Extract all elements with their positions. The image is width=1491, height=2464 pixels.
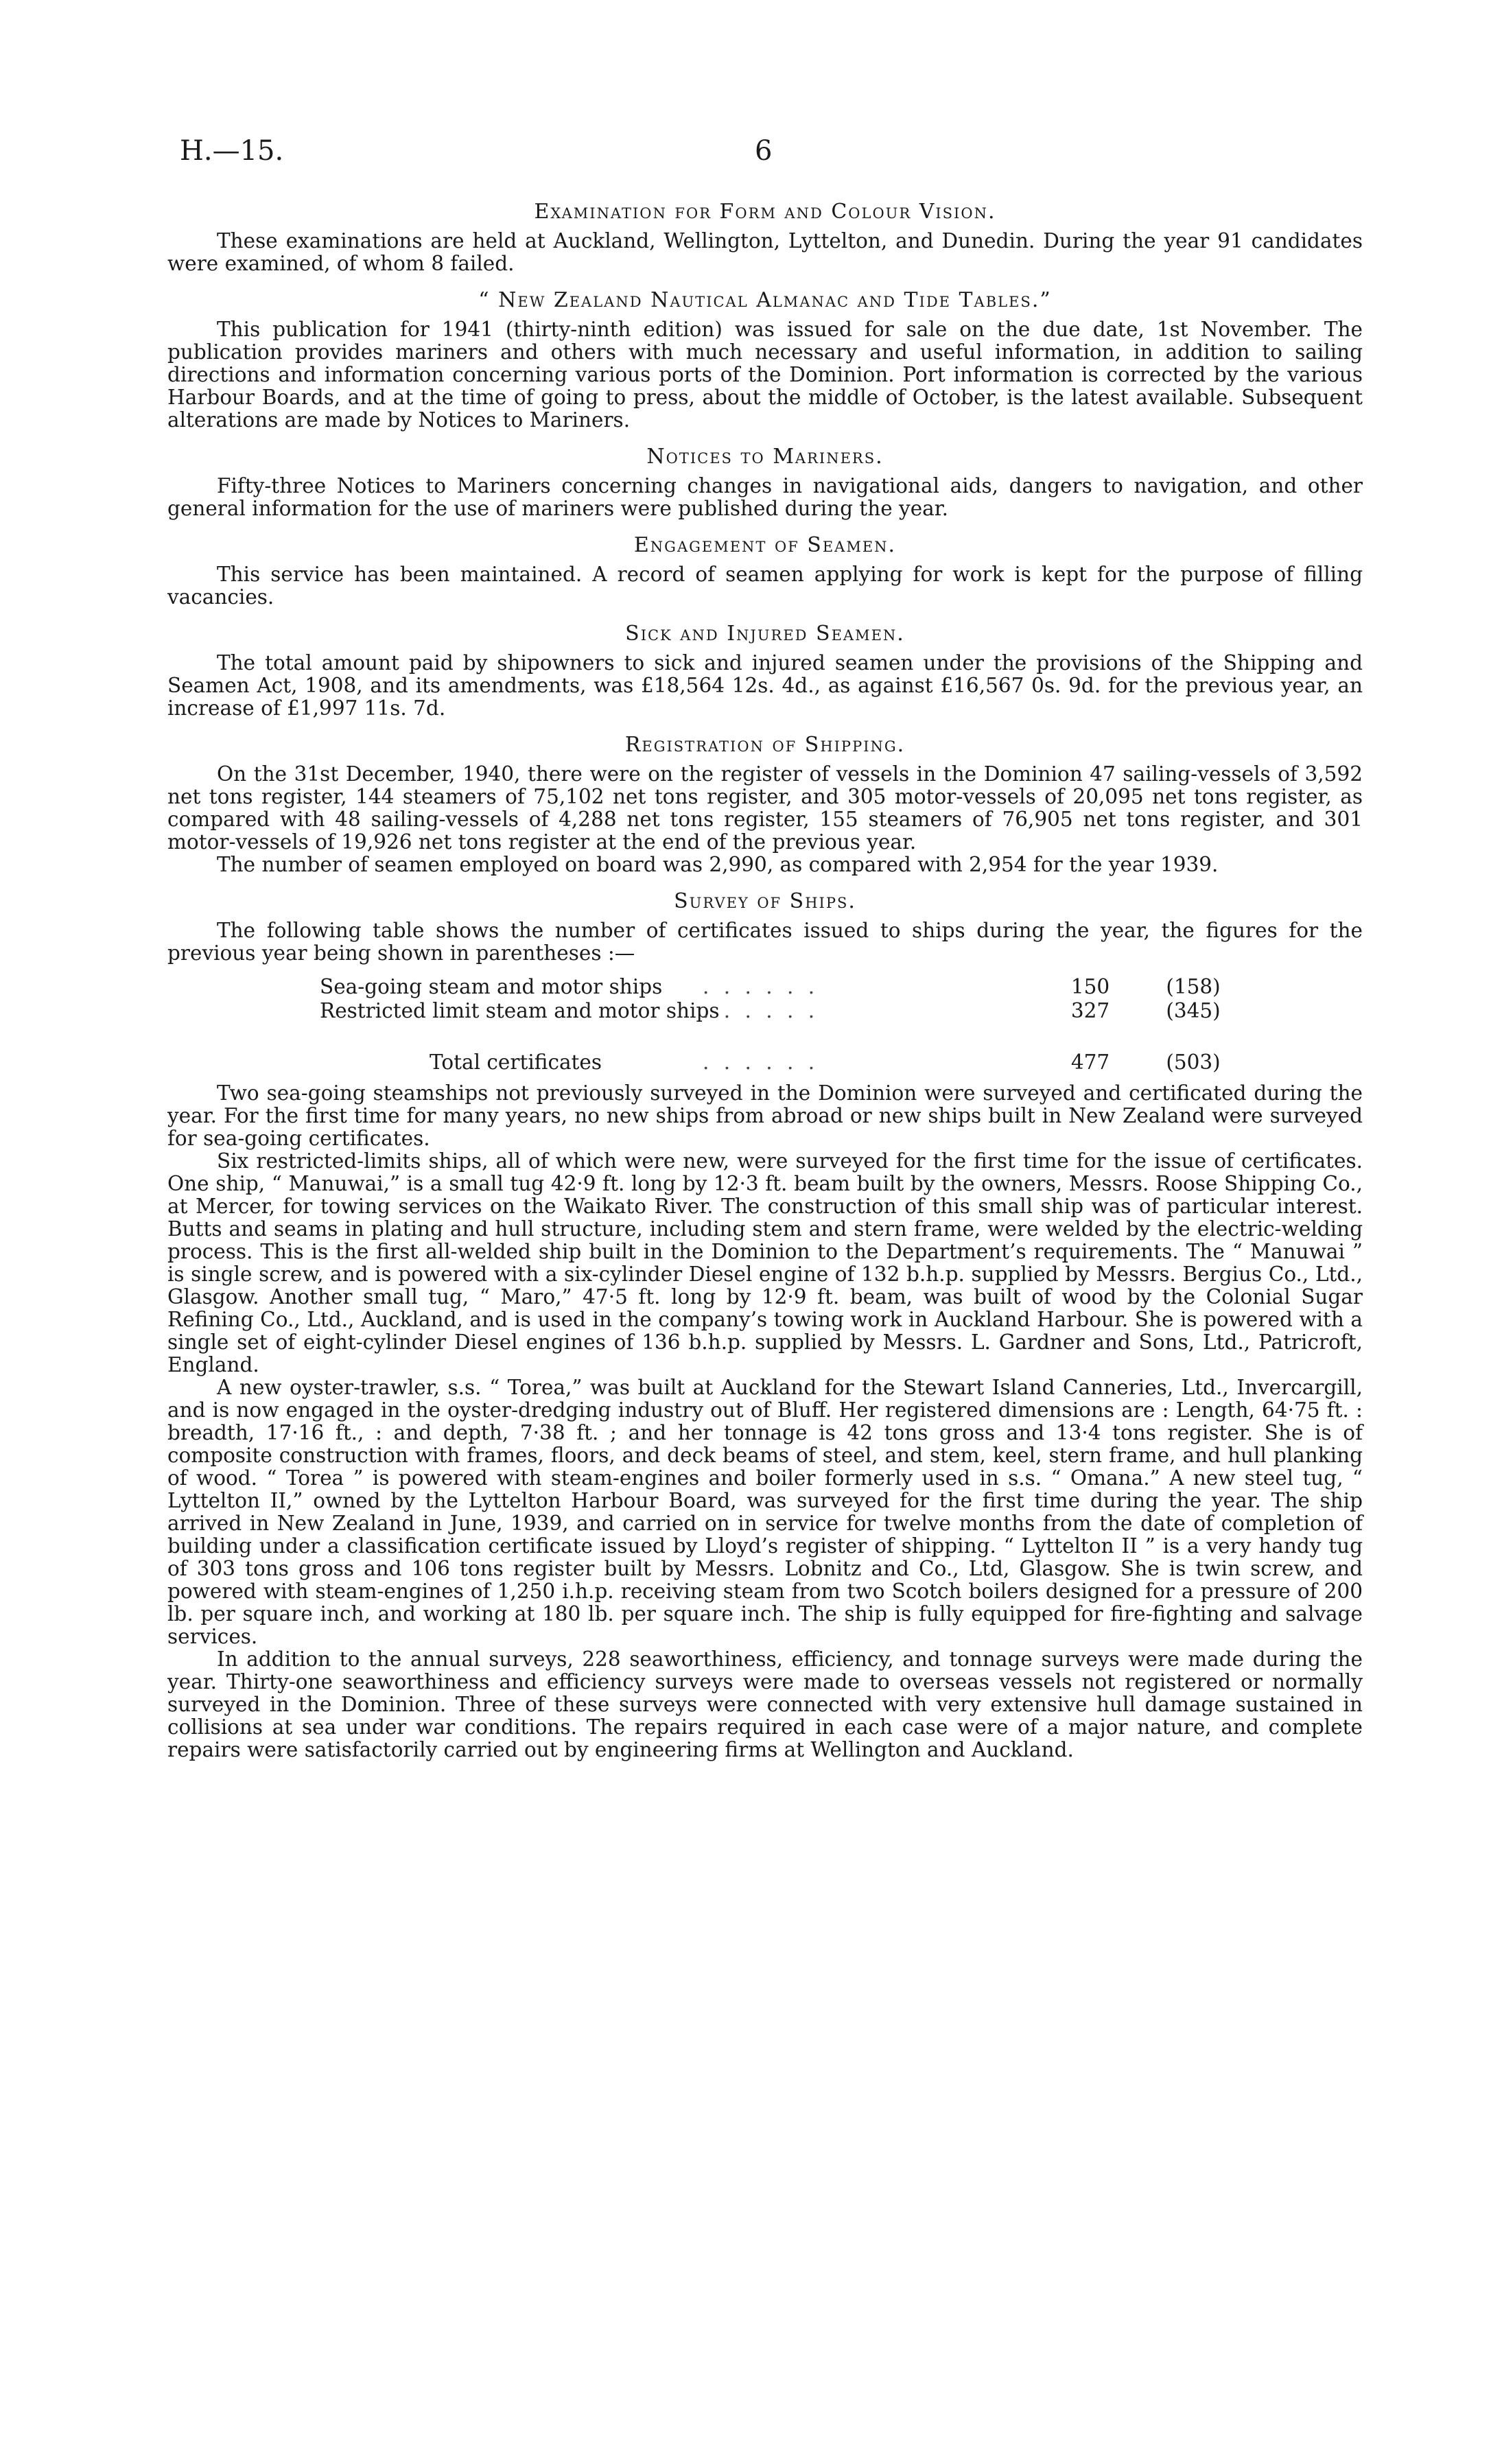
leader-dots: . . . . . . xyxy=(703,1051,819,1074)
current-year-value: 150 xyxy=(1070,975,1110,998)
previous-year-value: (158) xyxy=(1166,975,1221,998)
row-label: Restricted limit steam and motor ships xyxy=(320,999,720,1022)
section-title-colour-vision: Examination for Form and Colour Vision. xyxy=(534,200,996,224)
paragraph: The following table shows the number of certificates issued to ships during the year, the figures for the previous year being shown in parentheses :— xyxy=(167,919,1363,965)
row-label: Sea-going steam and motor ships xyxy=(320,975,663,998)
page-number: 6 xyxy=(755,135,773,167)
table-row xyxy=(167,1000,1363,1024)
section-title-notices-to-mariners: Notices to Mariners. xyxy=(646,445,884,469)
paragraph: These examinations are held at Auckland, Wellington, Lyttelton, and Dunedin. During the year 91 candidates were examined, of whom 8 failed. xyxy=(167,229,1363,275)
table-total-row xyxy=(167,1051,1363,1075)
paragraph: Fifty-three Notices to Mariners concerning changes in navigational aids, dangers to navigation, and other general information for the use of mariners were published during the year. xyxy=(167,474,1363,520)
section-title-engagement-of-seamen: Engagement of Seamen. xyxy=(633,533,897,557)
paragraph: This service has been maintained. A record of seamen applying for work is kept for the purpose of filling vacancies. xyxy=(167,563,1363,609)
section-title-sick-and-injured-seamen: Sick and Injured Seamen. xyxy=(625,622,905,646)
previous-year-value: (345) xyxy=(1166,999,1221,1022)
paragraph: On the 31st December, 1940, there were on the register of vessels in the Dominion 47 sailing-vessels of 3,592 net tons register, 144 steamers of 75,102 net tons register, and 305 motor-vessels of 20,095 net tons register, as compared with 48 sailing-vessels of 4,288 net tons register, 155 steamers of 76,905 net tons register, and 301 motor-vessels of 19,926 net tons register at the end of the previous year. xyxy=(167,762,1363,854)
total-label: Total certificates xyxy=(430,1051,602,1074)
page-header xyxy=(180,135,1374,176)
section-title-registration-of-shipping: Registration of Shipping. xyxy=(624,733,906,757)
leader-dots: . . . . . . xyxy=(703,999,819,1022)
paragraph: Six restricted-limits ships, all of which were new, were surveyed for the first time for the issue of certificates. One ship, “ Manuwai,” is a small tug 42·9 ft. long by 12·3 ft. beam built by the owners, Messrs. Roose Shipping Co., at Mercer, for towing services on the Waikato River. The construction of this small ship was of particular interest. Butts and seams in plating and hull structure, including stem and stern frame, were welded by the electric-welding process. This is the first all-welded ship built in the Dominion to the Department’s requirements. The “ Manuwai ” is single screw, and is powered with a six-cylinder Diesel engine of 132 b.h.p. supplied by Messrs. Bergius Co., Ltd., Glasgow. Another small tug, “ Maro,” 47·5 ft. long by 12·9 ft. beam, was built of wood by the Colonial Sugar Refining Co., Ltd., Auckland, and is used in the company’s towing work in Auckland Harbour. She is powered with a single set of eight-cylinder Diesel engines of 136 b.h.p. supplied by Messrs. L. Gardner and Sons, Ltd., Patricroft, England. xyxy=(167,1149,1363,1376)
total-previous-value: (503) xyxy=(1166,1051,1221,1074)
paragraph: A new oyster-trawler, s.s. “ Torea,” was built at Auckland for the Stewart Island Canneries, Ltd., Invercargill, and is now engaged in the oyster-dredging industry out of Bluff. Her registered dimensions are : Length, 64·75 ft. : breadth, 17·16 ft., : and depth, 7·38 ft. ; and her tonnage is 42 tons gross and 13·4 tons register. She is of composite construction with frames, floors, and deck beams of steel, and stem, keel, stern frame, and hull planking of wood. “ Torea ” is powered with steam-engines and boiler formerly used in s.s. “ Omana.” A new steel tug, “ Lyttelton II,” owned by the Lyttelton Harbour Board, was surveyed for the first time during the year. The ship arrived in New Zealand in June, 1939, and carried on in service for twelve months from the date of completion of building under a classification certificate issued by Lloyd’s register of shipping. “ Lyttelton II ” is a very handy tug of 303 tons gross and 106 tons register built by Messrs. Lobnitz and Co., Ltd, Glasgow. She is twin screw, and powered with steam-engines of 1,250 i.h.p. receiving steam from two Scotch boilers designed for a pressure of 200 lb. per square inch, and working at 180 lb. per square inch. The ship is fully equipped for fire-fighting and salvage services. xyxy=(167,1376,1363,1648)
total-current-value: 477 xyxy=(1070,1051,1110,1074)
current-year-value: 327 xyxy=(1070,999,1110,1022)
section-title-survey-of-ships: Survey of Ships. xyxy=(674,889,856,913)
table-row xyxy=(167,976,1363,1000)
paragraph: This publication for 1941 (thirty-ninth edition) was issued for sale on the due date, 1st November. The publication provides mariners and others with much necessary and useful information, in addition to sailing directions and information concerning various ports of the Dominion. Port information is corrected by the various Harbour Boards, and at the time of going to press, about the middle of October, is the latest available. Subsequent alterations are made by Notices to Mariners. xyxy=(167,318,1363,432)
paragraph: The total amount paid by shipowners to sick and injured seamen under the provisions of the Shipping and Seamen Act, 1908, and its amendments, was £18,564 12s. 4d., as against £16,567 0s. 9d. for the previous year, an increase of £1,997 11s. 7d. xyxy=(167,651,1363,720)
document-reference: H.—15. xyxy=(180,135,284,167)
leader-dots: . . . . . . xyxy=(703,975,819,998)
section-title-nautical-almanac: “ New Zealand Nautical Almanac and Tide Tables.” xyxy=(478,288,1052,312)
paragraph: Two sea-going steamships not previously surveyed in the Dominion were surveyed and certificated during the year. For the first time for many years, no new ships from abroad or new ships built in New Zealand were surveyed for sea-going certificates. xyxy=(167,1081,1363,1150)
document-body xyxy=(167,200,1363,1761)
paragraph: The number of seamen employed on board was 2,990, as compared with 2,954 for the year 1939. xyxy=(217,853,1219,876)
certificates-table xyxy=(167,976,1363,1075)
paragraph: In addition to the annual surveys, 228 seaworthiness, efficiency, and tonnage surveys were made during the year. Thirty-one seaworthiness and efficiency surveys were made to overseas vessels not registered or normally surveyed in the Dominion. Three of these surveys were connected with very extensive hull damage sustained in collisions at sea under war conditions. The repairs required in each case were of a major nature, and complete repairs were satisfactorily carried out by engineering firms at Wellington and Auckland. xyxy=(167,1647,1363,1761)
